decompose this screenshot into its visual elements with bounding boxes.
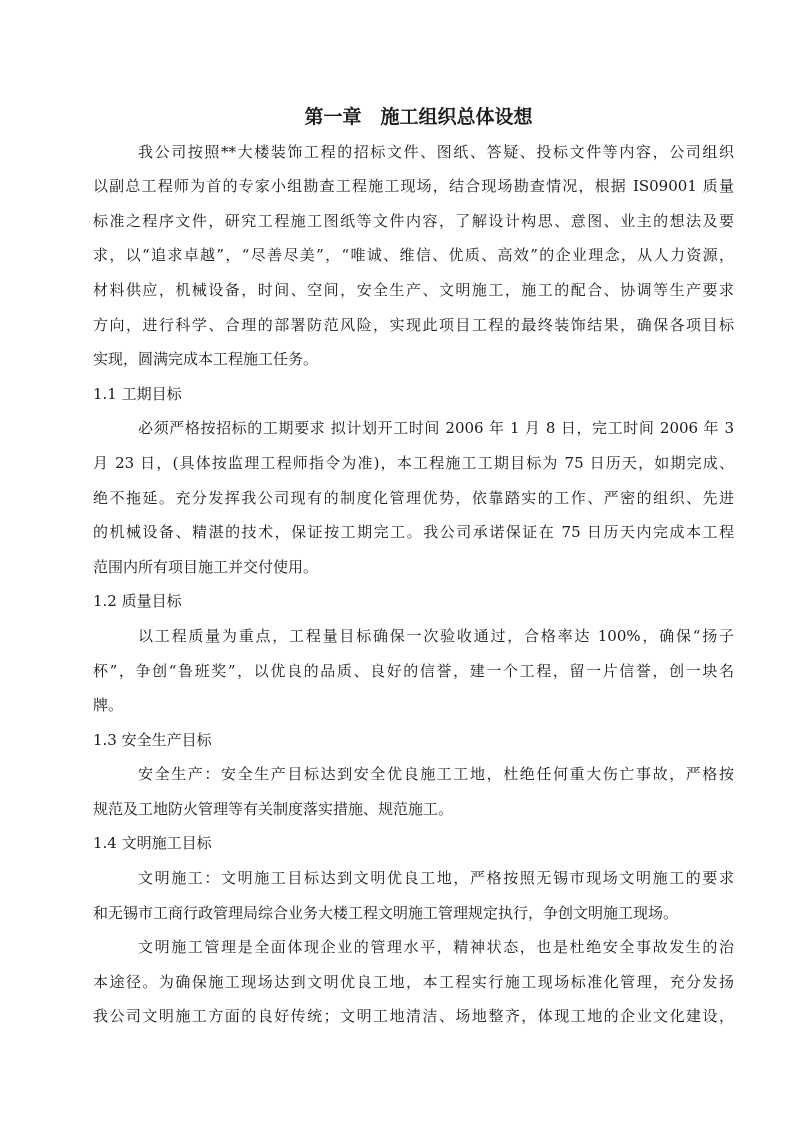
text-line: 本途径。为确保施工现场达到文明优良工地，本工程实行施工现场标准化管理，充分发扬 bbox=[93, 972, 734, 991]
section bbox=[93, 584, 734, 722]
paragraph bbox=[93, 861, 734, 930]
paragraph bbox=[93, 619, 734, 723]
text-line: 我公司文明施工方面的良好传统；文明工地清洁、场地整齐，体现工地的企业文化建设， bbox=[93, 1007, 734, 1026]
text-line: 牌。 bbox=[93, 696, 124, 715]
text-line: 范围内所有项目施工并交付使用。 bbox=[93, 557, 319, 576]
section bbox=[93, 826, 734, 1034]
section-heading: 1.4 文明施工目标 bbox=[93, 834, 212, 853]
text-line: 文明施工管理是全面体现企业的管理水平，精神状态，也是杜绝安全事故发生的治 bbox=[138, 938, 734, 957]
document-page bbox=[93, 100, 734, 1034]
paragraph bbox=[93, 411, 734, 584]
section bbox=[93, 135, 734, 377]
text-line: 实现，圆满完成本工程施工任务。 bbox=[93, 350, 319, 369]
text-line: 的机械设备、精湛的技术，保证按工期完工。我公司承诺保证在 75 日历天内完成本工程 bbox=[93, 523, 734, 542]
text-line: 绝不拖延。充分发挥我公司现有的制度化管理优势，依靠踏实的工作、严密的组织、先进 bbox=[93, 488, 734, 507]
section-heading: 1.3 安全生产目标 bbox=[93, 730, 212, 749]
text-line: 必须严格按招标的工期要求 拟计划开工时间 2006 年 1 月 8 日，完工时间 2006 年 3 bbox=[138, 419, 734, 438]
text-line: 标准之程序文件，研究工程施工图纸等文件内容，了解设计构思、意图、业主的想法及要 bbox=[93, 211, 734, 230]
section-heading: 1.1 工期目标 bbox=[93, 384, 182, 403]
text-line: 和无锡市工商行政管理局综合业务大楼工程文明施工管理规定执行，争创文明施工现场。 bbox=[93, 903, 679, 922]
text-line: 月 23 日，(具体按监理工程师指令为准)，本工程施工工期目标为 75 日历天，如期完成、 bbox=[93, 453, 734, 472]
text-line: 以副总工程师为首的专家小组勘查工程施工现场，结合现场勘查情况，根据 IS09001 质量 bbox=[93, 177, 734, 196]
text-line: 规范及工地防火管理等有关制度落实措施、规范施工。 bbox=[93, 799, 454, 818]
text-line: 求，以“追求卓越”，“尽善尽美”，“唯诚、维信、优质、高效”的企业理念，从人力资源， bbox=[93, 246, 734, 265]
text-line: 文明施工：文明施工目标达到文明优良工地，严格按照无锡市现场文明施工的要求 bbox=[138, 869, 734, 888]
paragraph bbox=[93, 135, 734, 377]
section bbox=[93, 723, 734, 827]
text-line: 材料供应，机械设备，时间、空间，安全生产、文明施工，施工的配合、协调等生产要求 bbox=[93, 280, 734, 299]
section bbox=[93, 377, 734, 585]
text-line: 安全生产：安全生产目标达到安全优良施工工地，杜绝任何重大伤亡事故，严格按 bbox=[138, 765, 734, 784]
text-line: 以工程质量为重点，工程量目标确保一次验收通过，合格率达 100%，确保“扬子 bbox=[138, 626, 734, 645]
paragraph bbox=[93, 930, 734, 1034]
document-body bbox=[93, 135, 734, 1034]
section-heading: 1.2 质量目标 bbox=[93, 592, 182, 611]
chapter-title: 第一章 施工组织总体设想 bbox=[304, 106, 533, 128]
text-line: 方向，进行科学、合理的部署防范风险，实现此项目工程的最终装饰结果，确保各项目标 bbox=[93, 315, 734, 334]
paragraph bbox=[93, 757, 734, 826]
text-line: 我公司按照**大楼装饰工程的招标文件、图纸、答疑、投标文件等内容，公司组织 bbox=[138, 142, 734, 161]
text-line: 杯”，争创“鲁班奖”，以优良的品质、良好的信誉，建一个工程，留一片信誉，创一块名 bbox=[93, 661, 734, 680]
